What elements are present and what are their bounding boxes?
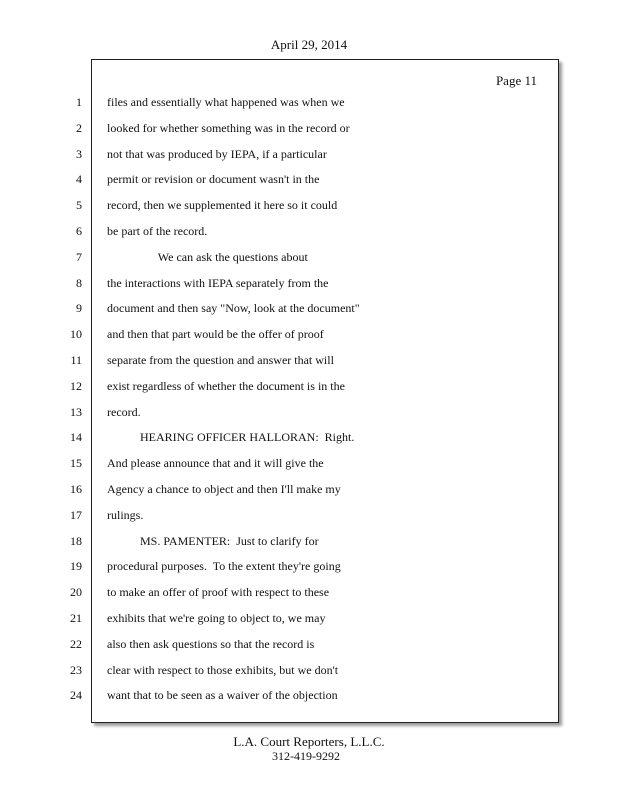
line-text: We can ask the questions about bbox=[107, 250, 308, 264]
line-number: 9 bbox=[76, 301, 82, 315]
page-number: Page 11 bbox=[495, 73, 537, 88]
line-number: 15 bbox=[70, 456, 82, 470]
line-text: document and then say "Now, look at the document" bbox=[107, 301, 360, 315]
line-text: exhibits that we're going to object to, we may bbox=[107, 611, 326, 625]
line-number: 22 bbox=[70, 637, 82, 651]
line-text: procedural purposes. To the extent they're going bbox=[107, 559, 341, 573]
line-number: 10 bbox=[70, 327, 82, 341]
line-text: looked for whether something was in the record or bbox=[107, 121, 350, 135]
line-text: rulings. bbox=[107, 508, 144, 522]
line-text: exist regardless of whether the document is in the bbox=[107, 379, 345, 393]
line-number: 1 bbox=[76, 95, 82, 109]
line-text: want that to be seen as a waiver of the objection bbox=[107, 688, 338, 702]
line-number: 11 bbox=[70, 353, 82, 367]
line-text: And please announce that and it will give the bbox=[107, 456, 324, 470]
line-text: to make an offer of proof with respect to these bbox=[107, 585, 330, 599]
line-text: permit or revision or document wasn't in the bbox=[107, 172, 320, 186]
line-text: the interactions with IEPA separately from the bbox=[107, 276, 329, 290]
line-text: files and essentially what happened was when we bbox=[107, 95, 345, 109]
footer-phone: 312-419-9292 bbox=[272, 749, 340, 763]
line-number: 24 bbox=[70, 688, 82, 702]
line-number: 3 bbox=[76, 147, 82, 161]
line-text: clear with respect to those exhibits, but we don't bbox=[107, 663, 339, 677]
line-number: 14 bbox=[70, 430, 82, 444]
line-number: 2 bbox=[76, 121, 82, 135]
line-text: and then that part would be the offer of proof bbox=[107, 327, 324, 341]
line-text: separate from the question and answer that will bbox=[107, 353, 334, 367]
line-text: record. bbox=[107, 405, 141, 419]
line-number: 18 bbox=[70, 534, 82, 548]
line-number: 5 bbox=[76, 198, 82, 212]
line-text: be part of the record. bbox=[107, 224, 208, 238]
line-number: 8 bbox=[76, 276, 82, 290]
line-text: MS. PAMENTER: Just to clarify for bbox=[107, 534, 319, 548]
transcript-date: April 29, 2014 bbox=[270, 37, 348, 52]
line-number: 6 bbox=[76, 224, 82, 238]
line-text: HEARING OFFICER HALLORAN: Right. bbox=[107, 430, 355, 444]
line-number: 7 bbox=[76, 250, 82, 264]
footer-company: L.A. Court Reporters, L.L.C. bbox=[233, 734, 385, 749]
line-text: also then ask questions so that the record is bbox=[107, 637, 315, 651]
line-text: record, then we supplemented it here so it could bbox=[107, 198, 338, 212]
line-number: 20 bbox=[70, 585, 82, 599]
line-number: 4 bbox=[76, 172, 82, 186]
line-number: 23 bbox=[70, 663, 82, 677]
line-text: Agency a chance to object and then I'll make my bbox=[107, 482, 341, 496]
line-number: 13 bbox=[70, 405, 82, 419]
line-text: not that was produced by IEPA, if a particular bbox=[107, 147, 327, 161]
line-number: 12 bbox=[70, 379, 82, 393]
line-number: 17 bbox=[70, 508, 82, 522]
line-number: 16 bbox=[70, 482, 82, 496]
line-number: 19 bbox=[70, 559, 82, 573]
line-number: 21 bbox=[70, 611, 82, 625]
